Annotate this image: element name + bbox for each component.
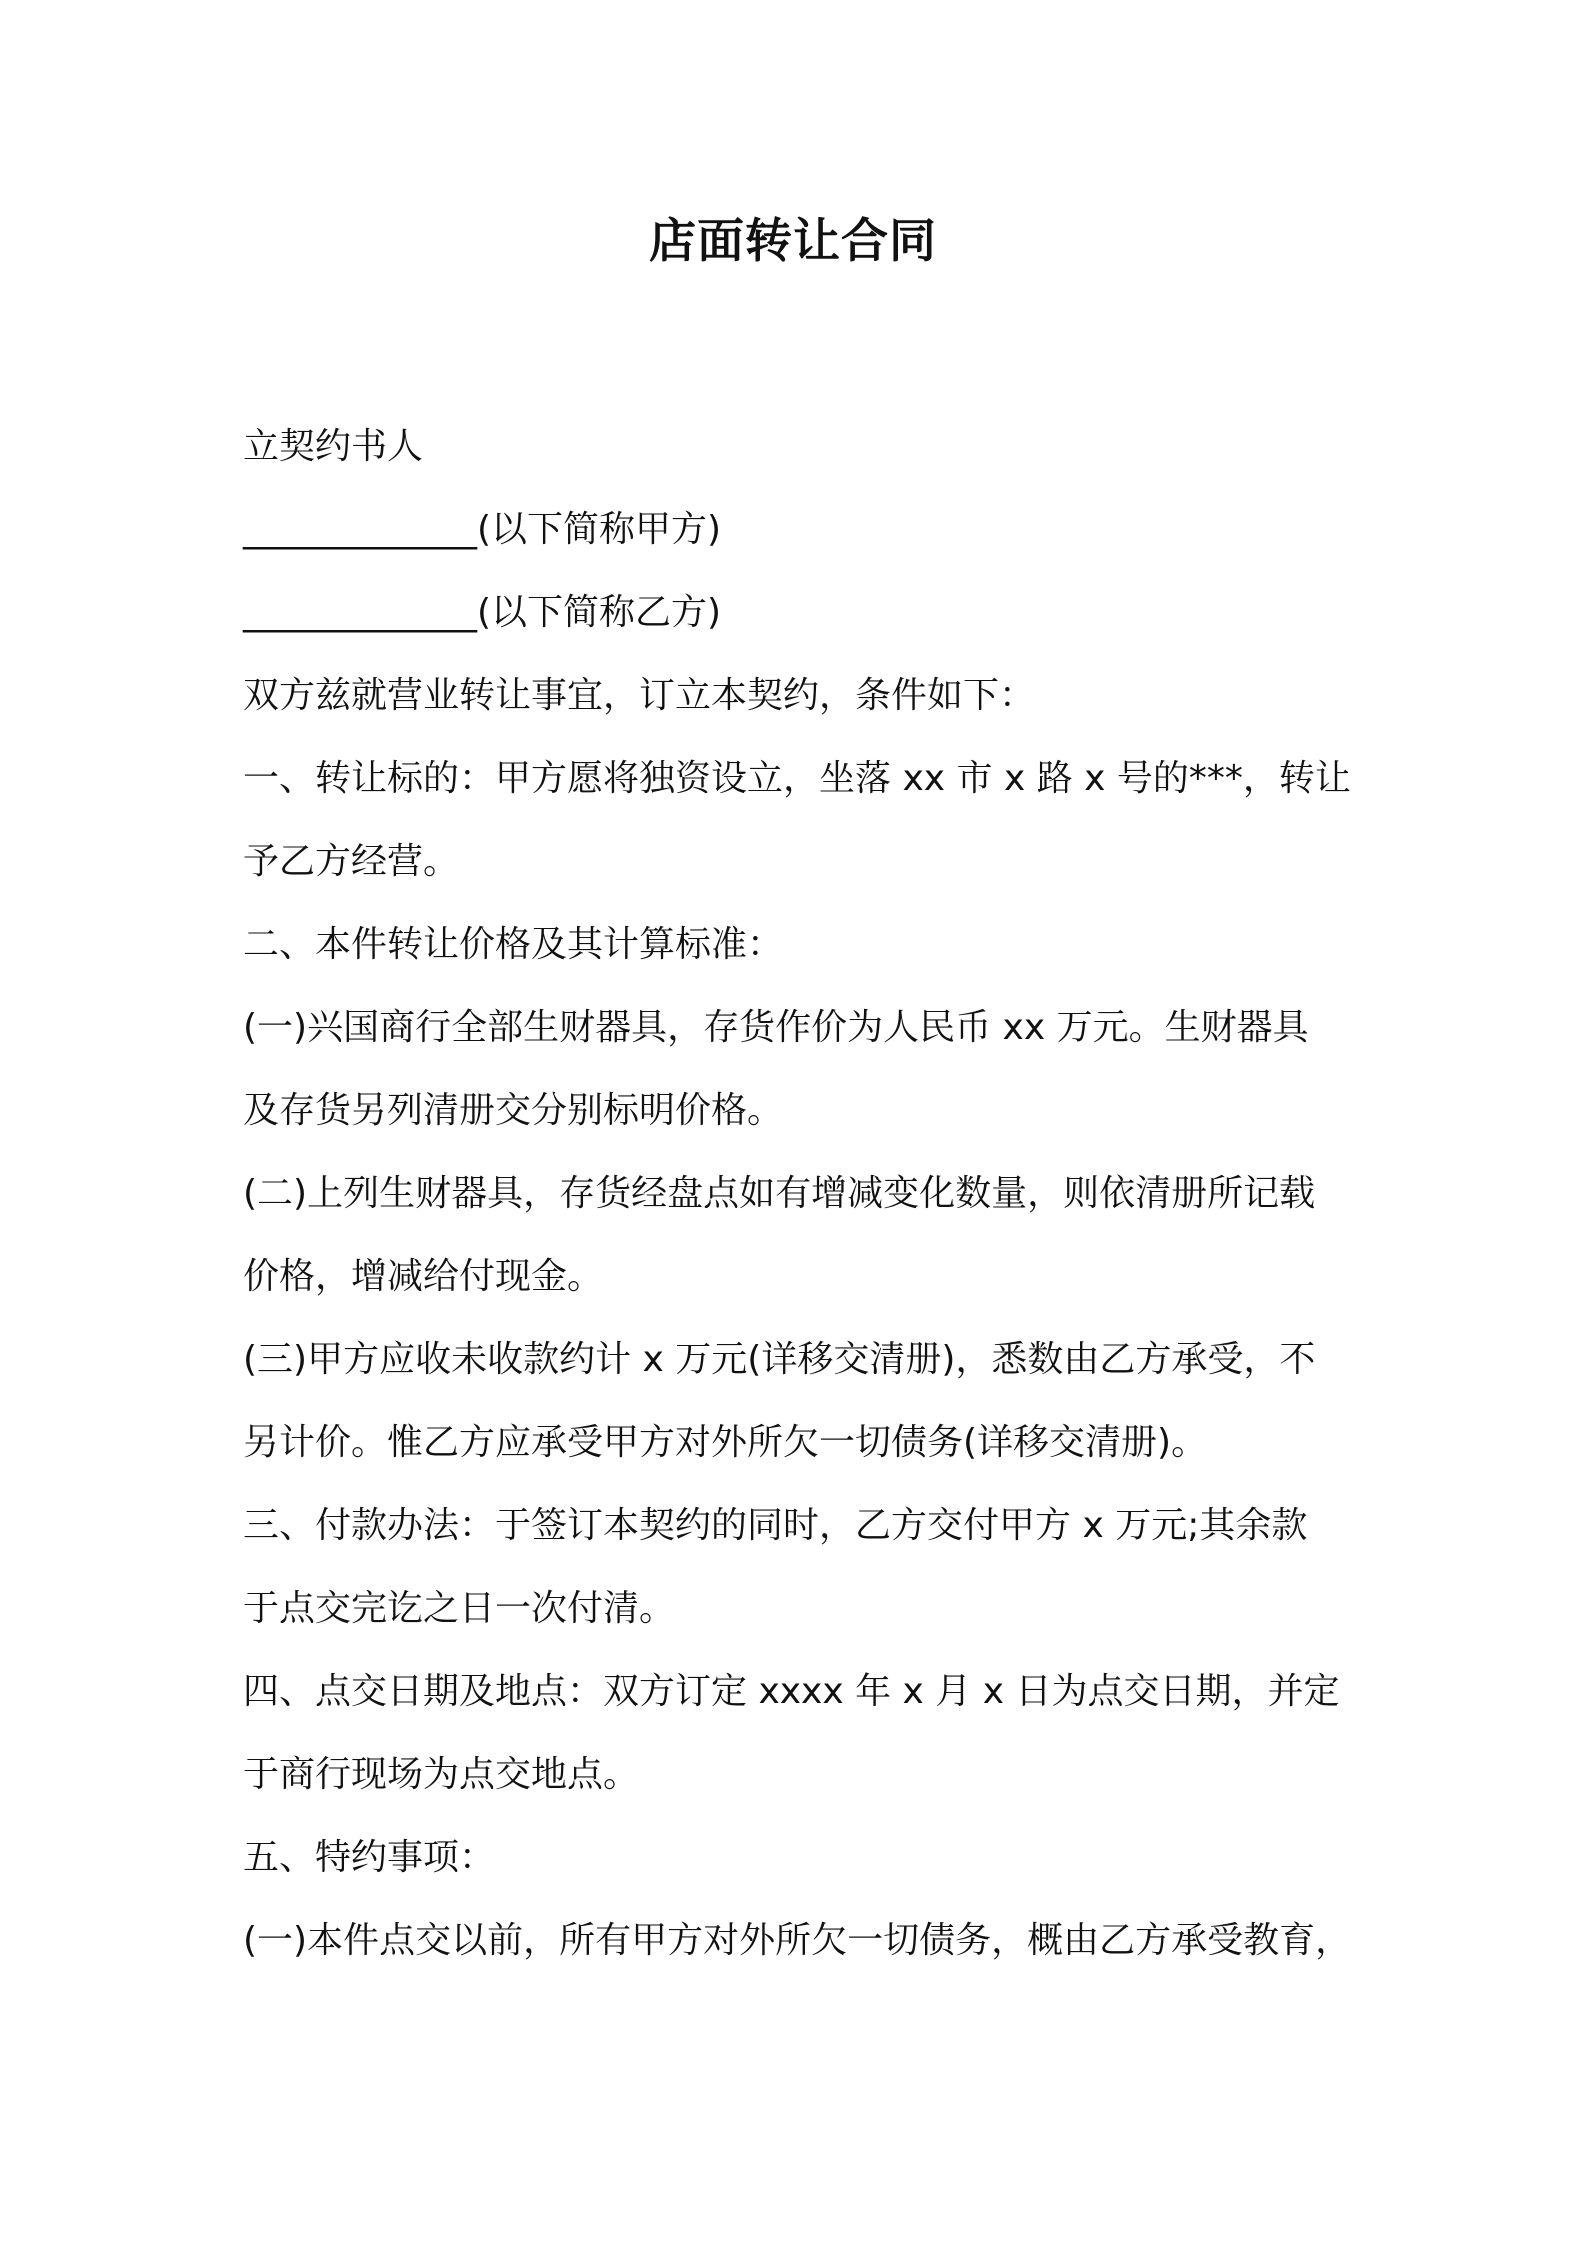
party-heading: 立契约书人 [243,426,424,467]
clause-2-heading: 二、本件转让价格及其计算标准： [243,924,784,965]
document-title: 店面转让合同 [649,214,937,269]
clause-4-line-2: 于商行现场为点交地点。 [243,1754,640,1795]
clause-2-3-line-2: 另计价。惟乙方应承受甲方对外所欠一切债务(详移交清册)。 [243,1422,1208,1463]
clause-2-1-line-1: (一)兴国商行全部生财器具，存货作价为人民币 xx 万元。生财器具 [243,1007,1309,1048]
clause-2-2-line-1: (二)上列生财器具，存货经盘点如有增减变化数量，则依清册所记载 [243,1173,1316,1214]
clause-5-heading: 五、特约事项： [243,1837,496,1878]
clause-1-line-1: 一、转让标的：甲方愿将独资设立，坐落 xx 市 x 路 x 号的***，转让 [243,758,1351,799]
document-body [243,405,1353,1982]
clause-2-1-line-2: 及存货另列清册交分别标明价格。 [243,1090,784,1131]
party-a-line: _____________(以下简称甲方) [243,509,722,550]
preamble: 双方兹就营业转让事宜，订立本契约，条件如下： [243,675,1036,716]
party-b-line: _____________(以下简称乙方) [243,592,722,633]
clause-5-1-line-1: (一)本件点交以前，所有甲方对外所欠一切债务，概由乙方承受教育， [243,1920,1352,1961]
clause-2-2-line-2: 价格，增减给付现金。 [243,1256,604,1297]
clause-1-line-2: 予乙方经营。 [243,841,460,882]
clause-4-line-1: 四、点交日期及地点：双方订定 xxxx 年 x 月 x 日为点交日期，并定 [243,1671,1340,1712]
clause-3-line-2: 于点交完讫之日一次付清。 [243,1588,676,1629]
clause-2-3-line-1: (三)甲方应收未收款约计 x 万元(详移交清册)，悉数由乙方承受，不 [243,1339,1316,1380]
clause-3-line-1: 三、付款办法：于签订本契约的同时，乙方交付甲方 x 万元;其余款 [243,1505,1308,1546]
